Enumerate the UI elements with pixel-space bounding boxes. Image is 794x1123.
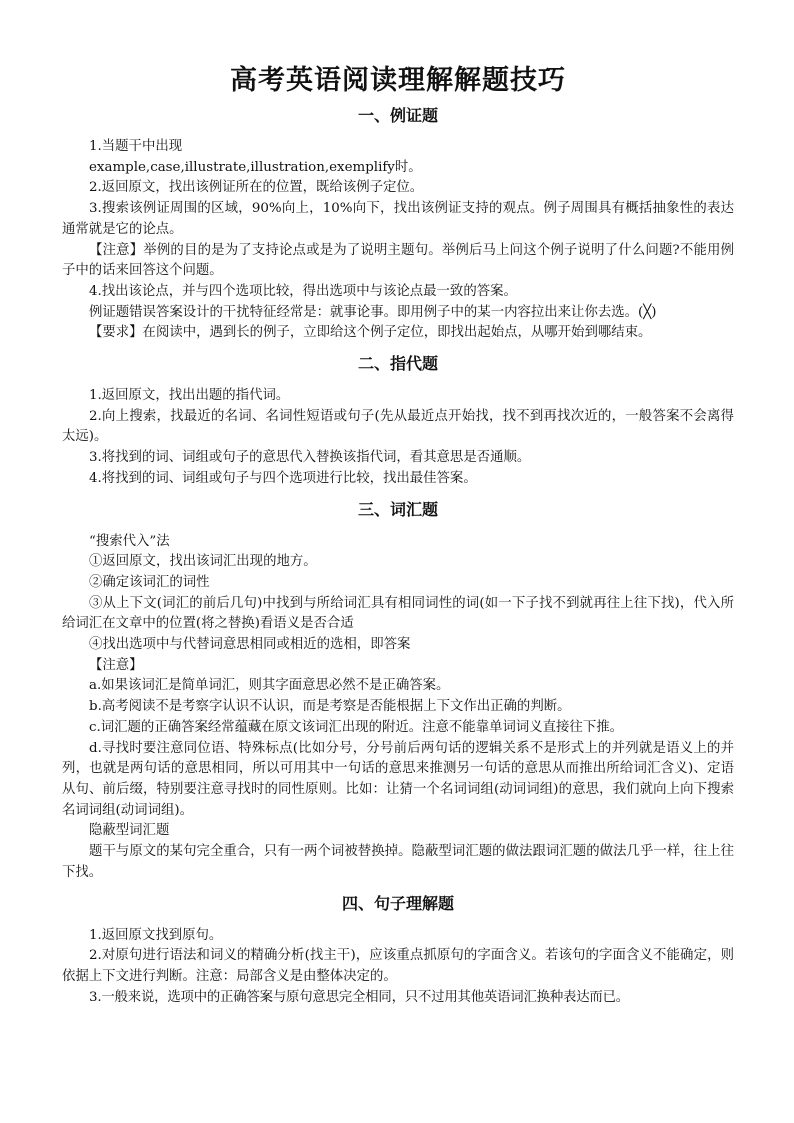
paragraph: 题干与原文的某句完全重合，只有一两个词被替换掉。隐蔽型词汇题的做法跟词汇题的做法几乎一样，往上往下找。 [62,844,734,880]
document-page [62,58,734,1008]
paragraph: “搜索代入”法 [89,533,170,549]
paragraph: 隐蔽型词汇题 [89,823,170,839]
paragraph: 例证题错误答案设计的干扰特征经常是：就事论事。即用例子中的某一内容拉出来让你去选。(╳) [89,304,657,320]
paragraph: ①返回原文，找出该词汇出现的地方。 [89,554,317,570]
paragraph: example,case,illustrate,illustration,exemplify时。 [89,159,422,175]
section-example-questions [62,106,734,344]
paragraph: 4.将找到的词、词组或句子与四个选项进行比较，找出最佳答案。 [89,470,477,486]
paragraph: 1.当题干中出现 [89,139,183,154]
section-sentence-comprehension [62,894,734,1009]
paragraph: 【注意】 [89,657,143,673]
paragraph: ④找出选项中与代替词意思相同或相近的选相，即答案 [89,637,411,653]
paragraph: 2.返回原文，找出该例证所在的位置，既给该例子定位。 [89,180,424,196]
paragraph: 3.将找到的词、词组或句子的意思代入替换该指代词，看其意思是否通顺。 [89,450,531,466]
paragraph: 【要求】在阅读中，遇到长的例子，立即给这个例子定位，即找出起始点，从哪开始到哪结束。 [89,325,652,341]
paragraph: d.寻找时要注意同位语、特殊标点(比如分号，分号前后两句话的逻辑关系不是形式上的并列就是语义上的并列，也就是两句话的意思相同，所以可用其中一句话的意思来推测另一句话的意思从而推出所给词汇含义)、定语从句、前后缀，特别要注意寻找时的同性原则。比如：让猜一个名词词组(动词词组)的意思，我们就向上向下搜索名词词组(动词词组)。 [62,740,734,818]
paragraph: 3.一般来说，选项中的正确答案与原句意思完全相同，只不过用其他英语词汇换种表达而已。 [89,989,629,1005]
paragraph: c.词汇题的正确答案经常蕴藏在原文该词汇出现的附近。注意不能靠单词词义直接往下推。 [89,719,623,735]
paragraph: 2.向上搜索，找最近的名词、名词性短语或句子(先从最近点开始找，找不到再找次近的，一般答案不会离得太远)。 [62,408,734,445]
paragraph: ③从上下文(词汇的前后几句)中找到与所给词汇具有相同词性的词(如一下子找不到就再往上往下找)，代入所给词汇在文章中的位置(将之替换)看语义是否合适 [62,595,734,632]
paragraph: 3.搜索该例证周围的区域，90%向上，10%向下，找出该例证支持的观点。例子周围具有概括抽象性的表达通常就是它的论点。 [62,201,734,237]
paragraph: b.高考阅读不是考察字认识不认识，而是考察是否能根据上下文作出正确的判断。 [89,699,571,715]
section-reference-questions [62,354,734,490]
section-heading: 二、指代题 [357,354,438,374]
paragraph: 4.找出该论点，并与四个选项比较，得出选项中与该论点最一致的答案。 [89,283,517,299]
section-heading: 一、例证题 [357,106,438,125]
paragraph: 2.对原句进行语法和词义的精确分析(找主干)，应该重点抓原句的字面含义。若该句的字面含义不能确定，则依据上下文进行判断。注意：局部含义是由整体决定的。 [62,948,734,984]
document-title: 高考英语阅读理解解题技巧 [230,65,566,96]
paragraph: ②确定该词汇的词性 [89,574,210,590]
paragraph: 1.返回原文找到原句。 [89,927,223,943]
paragraph: 1.返回原文，找出出题的指代词。 [89,388,290,404]
section-vocabulary-questions [62,500,734,884]
paragraph: a.如果该词汇是简单词汇，则其字面意思必然不是正确答案。 [89,678,450,694]
section-heading: 四、句子理解题 [341,893,454,913]
section-heading: 三、词汇题 [357,499,438,519]
paragraph: 【注意】举例的目的是为了支持论点或是为了说明主题句。举例后马上问这个例子说明了什么问题?不能用例子中的话来回答这个问题。 [62,242,734,279]
